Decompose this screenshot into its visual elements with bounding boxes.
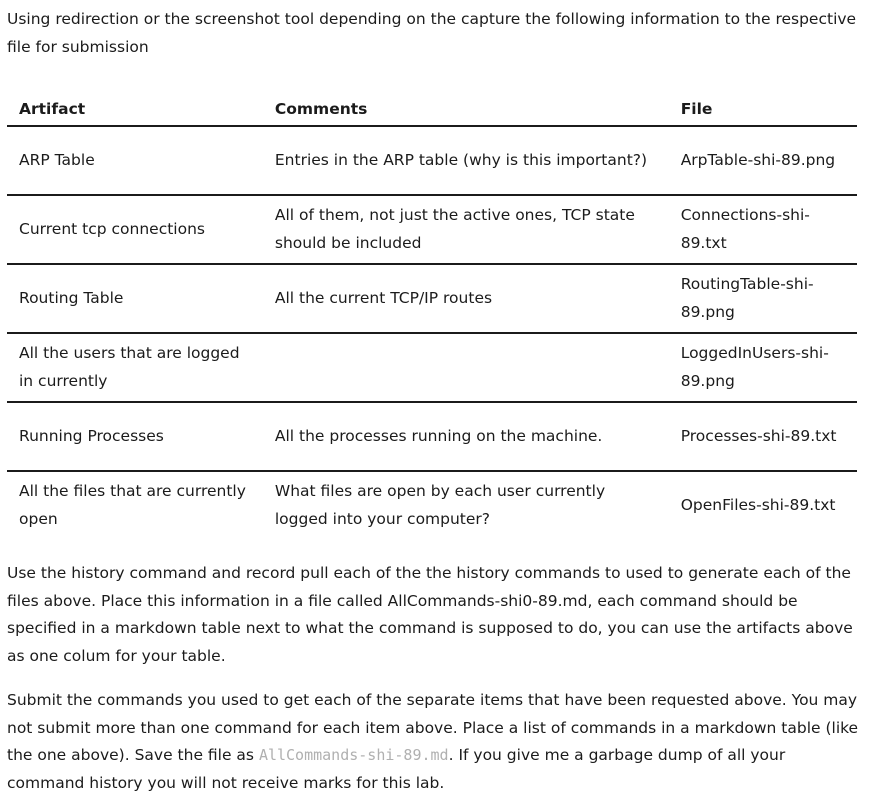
header-artifact: Artifact bbox=[7, 94, 263, 126]
table-row bbox=[7, 126, 857, 195]
cell-file: OpenFiles-shi-89.txt bbox=[680, 495, 836, 514]
table-row bbox=[7, 402, 857, 471]
table-row bbox=[7, 264, 857, 333]
artifacts-table bbox=[7, 94, 857, 539]
cell-artifact: All the users that are logged in currently bbox=[7, 333, 263, 402]
cell-artifact: Running Processes bbox=[7, 402, 263, 471]
filename-code: AllCommands-shi-89.md bbox=[258, 746, 449, 764]
submit-instructions-paragraph bbox=[7, 687, 859, 797]
cell-comments: All the current TCP/IP routes bbox=[263, 264, 669, 333]
cell-file: Processes-shi-89.txt bbox=[669, 402, 857, 471]
cell-file: ArpTable-shi-89.png bbox=[669, 126, 857, 195]
cell-comments: All the processes running on the machine. bbox=[263, 402, 669, 471]
cell-file: Connections-shi-89.txt bbox=[669, 195, 857, 264]
cell-comments: All of them, not just the active ones, TCP state should be included bbox=[263, 195, 669, 264]
cell-comments: What files are open by each user currently logged into your computer? bbox=[274, 482, 606, 528]
submit-text-after: . If you give me a garbage dump of all your command history you will not receive marks for this lab. bbox=[7, 746, 786, 792]
header-file: File bbox=[669, 94, 857, 126]
header-comments: Comments bbox=[263, 94, 669, 126]
cell-file: RoutingTable-shi-89.png bbox=[669, 264, 857, 333]
cell-file: LoggedInUsers-shi-89.png bbox=[669, 333, 857, 402]
table-row bbox=[7, 471, 857, 539]
cell-comments bbox=[263, 333, 669, 402]
cell-artifact: All the files that are currently open bbox=[19, 482, 246, 528]
table-header-row bbox=[7, 94, 857, 126]
table-row bbox=[7, 195, 857, 264]
intro-paragraph: Using redirection or the screenshot tool depending on the capture the following information to the respective file for submission bbox=[7, 10, 857, 56]
cell-artifact: ARP Table bbox=[7, 126, 263, 195]
table-row bbox=[7, 333, 857, 402]
cell-artifact: Current tcp connections bbox=[7, 195, 263, 264]
cell-comments: Entries in the ARP table (why is this important?) bbox=[263, 126, 669, 195]
history-instructions-paragraph: Use the history command and record pull each of the the history commands to used to generate each of the files above. Place this information in a file called AllCommands-shi0-89.md, each command should be specified in a markdown table next to what the command is supposed to do, you can use the artifacts above as one colum for your table. bbox=[7, 564, 853, 665]
cell-artifact: Routing Table bbox=[7, 264, 263, 333]
submit-text-before: Submit the commands you used to get each of the separate items that have been requested above. You may not submit more than one command for each item above. Place a list of commands in a markdown table (like the one above). Save the file as bbox=[7, 691, 859, 764]
